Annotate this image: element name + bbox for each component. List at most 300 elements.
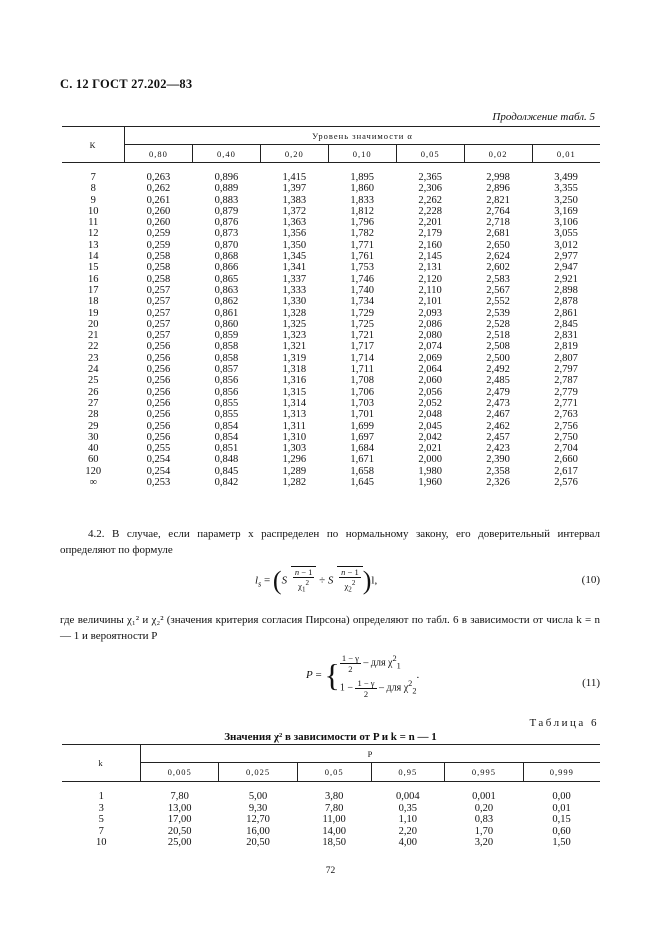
table-cell: 2,086 [418,318,442,330]
row-k-value: 7 [98,825,104,837]
table-cell: 1,350 [282,239,307,251]
table-cell: 2,462 [486,420,510,432]
table-cell: 2,508 [486,341,510,353]
table-cell: 2,021 [418,443,442,455]
table-cell: 2,074 [418,341,442,353]
table-row [62,183,600,194]
table-cell: 1,328 [282,307,307,319]
table-cell: 3,169 [554,205,578,217]
table-row [62,803,600,815]
table-cell: 1,70 [474,825,494,837]
table-cell: 2,052 [418,397,442,409]
table-row [62,421,600,432]
row-k-value: 25 [88,375,99,387]
table-cell: 1,645 [350,477,375,489]
table-6 [62,744,600,849]
table-row [62,330,600,341]
table6-column-header: 0,025 [219,763,297,782]
table-cell: 0,258 [146,273,171,285]
row-k-value: 30 [88,431,99,443]
table-cell: 3,20 [474,837,494,848]
table-cell: 25,00 [167,837,192,848]
table-row [62,432,600,443]
table-row [62,274,600,285]
row-k-value: 28 [88,409,99,421]
row-k-value: 3 [98,802,104,814]
table-cell: 1,960 [418,477,442,489]
table-cell: 2,131 [418,262,442,274]
table-cell: 2,457 [486,431,510,443]
table-cell: 2,262 [418,194,442,206]
table-cell: 0,20 [474,802,494,814]
table-cell: 2,056 [418,386,442,398]
table-cell: 1,316 [282,375,307,387]
table-cell: 0,896 [214,172,239,183]
table-row [62,195,600,206]
table-cell: 1,703 [350,397,375,409]
table-cell: 1,415 [282,172,307,183]
row-k-value: 5 [98,814,104,825]
table-cell: 1,706 [350,386,375,398]
table-cell: 18,50 [322,837,346,848]
table-cell: 2,756 [554,420,578,432]
table-cell: 1,833 [350,194,375,206]
row-k-value: 7 [90,172,96,183]
table-cell: 0,848 [214,454,239,466]
table-cell: 2,120 [418,273,442,285]
table-5 [62,126,600,488]
row-k-value: 27 [88,397,99,409]
table-cell: 2,423 [486,443,510,455]
table-cell: 2,779 [554,386,578,398]
table-cell: 2,583 [486,273,510,285]
table-cell: 1,860 [350,183,375,195]
row-k-value: 29 [88,420,99,432]
table-cell: 1,296 [282,454,307,466]
table-cell: 2,681 [486,228,510,240]
table-cell: 2,819 [554,341,578,353]
table-cell: 0,862 [214,296,239,308]
table-cell: 1,701 [350,409,375,421]
table-cell: 4,00 [398,837,418,848]
table-cell: 0,35 [398,802,418,814]
table-row [62,409,600,420]
table-cell: 9,30 [248,802,268,814]
table-cell: 1,699 [350,420,375,432]
table-cell: 0,856 [214,375,239,387]
table-cell: 2,617 [554,465,578,477]
table-cell: 0,257 [146,296,171,308]
table-cell: 1,684 [350,443,375,455]
table-row [62,285,600,296]
table-cell: 2,064 [418,364,442,376]
table-row [62,454,600,465]
table-cell: 2,807 [554,352,578,364]
table-cell: 0,865 [214,273,239,285]
table-cell: 0,868 [214,251,239,263]
table-cell: 2,000 [418,454,442,466]
table-cell: 2,771 [554,397,578,409]
table-cell: 2,080 [418,330,442,342]
table-cell: 1,895 [350,172,375,183]
table-cell: 2,179 [418,228,442,240]
table-cell: 1,753 [350,262,375,274]
table-cell: 1,761 [350,251,375,263]
paragraph-chi-values [60,612,600,644]
table-cell: 2,831 [554,330,578,342]
row-k-value: 13 [88,239,99,251]
table-row [62,206,600,217]
table-cell: 0,256 [146,364,171,376]
table-cell: 0,01 [552,802,571,814]
table-cell: 1,318 [282,364,307,376]
table-cell: 2,845 [554,318,578,330]
table-cell: 1,363 [282,217,307,229]
table-cell: 1,383 [282,194,307,206]
table-cell: 1,50 [552,837,571,848]
table-cell: 13,00 [167,802,192,814]
table-cell: 0,256 [146,341,171,353]
table-cell: 1,658 [350,465,375,477]
table-cell: 0,001 [472,791,496,802]
table-cell: 2,358 [486,465,510,477]
table-cell: 1,289 [282,465,307,477]
table-row [62,172,600,183]
table5-column-header: 0,05 [396,145,464,163]
table-cell: 2,306 [418,183,442,195]
table-cell: 11,00 [322,814,346,825]
table-cell: 2,947 [554,262,578,274]
row-k-value: 9 [90,194,96,206]
table-cell: 0,004 [396,791,420,802]
table-cell: 0,260 [146,205,171,217]
table-cell: 1,345 [282,251,307,263]
table-row [62,387,600,398]
table-cell: 0,863 [214,284,239,296]
table-row [62,826,600,838]
table-cell: 2,042 [418,431,442,443]
table-cell: 2,045 [418,420,442,432]
table-row [62,228,600,239]
table-cell: 0,855 [214,397,239,409]
table-cell: 2,797 [554,364,578,376]
table5-column-header: 0,40 [192,145,260,163]
table-cell: 1,714 [350,352,375,364]
row-k-value: 8 [90,183,96,195]
table-cell: 1,310 [282,431,307,443]
row-k-value: 26 [88,386,99,398]
table-cell: 2,518 [486,330,510,342]
table-cell: 2,145 [418,251,442,263]
table-row [62,466,600,477]
table-cell: 1,321 [282,341,307,353]
table-cell: 1,319 [282,352,307,364]
table-cell: 16,00 [246,825,270,837]
table-cell: 1,10 [398,814,418,825]
table-cell: 2,650 [486,239,510,251]
table-row [62,296,600,307]
t6-group-header: P [141,745,601,763]
table-cell: 2,069 [418,352,442,364]
table-cell: 1,782 [350,228,375,240]
table-row [62,319,600,330]
equation-number-10: (10) [581,574,600,586]
table-row [62,443,600,454]
table-cell: 2,998 [486,172,510,183]
table-row [62,353,600,364]
table-row [62,341,600,352]
table-cell: 0,258 [146,262,171,274]
table-cell: 1,337 [282,273,307,285]
table-cell: 0,842 [214,477,239,489]
table-cell: 0,260 [146,217,171,229]
table-cell: 0,859 [214,330,239,342]
table5-column-header: 0,01 [532,145,600,163]
table-cell: 0,866 [214,262,239,274]
table-row [62,308,600,319]
table-cell: 3,355 [554,183,578,195]
table-cell: 0,259 [146,239,171,251]
table-row [62,251,600,262]
table-cell: 0,253 [146,477,171,489]
table-cell: 2,878 [554,296,578,308]
table-cell: 0,858 [214,352,239,364]
table-cell: 1,746 [350,273,375,285]
table-cell: 0,854 [214,431,239,443]
table5-column-header: 0,02 [464,145,532,163]
table-cell: 2,160 [418,239,442,251]
table-cell: 2,228 [418,205,442,217]
table-row [62,217,600,228]
table-cell: 2,539 [486,307,510,319]
table-cell: 0,255 [146,443,171,455]
table-cell: 3,055 [554,228,578,240]
table-cell: 2,718 [486,217,510,229]
table-cell: 2,624 [486,251,510,263]
paragraph-chi-values-text: где величины χ₁² и χ₂² (значения критерия согласия Пирсона) определяют по табл. 6 в зависимости от числа k = n — 1 и вероятности P [60,614,600,642]
table6-column-header: 0,999 [523,763,600,782]
table6-column-header: 0,995 [445,763,523,782]
table6-column-header: 0,95 [371,763,445,782]
row-k-value: 20 [88,318,99,330]
table-cell: 1,734 [350,296,375,308]
row-k-value: 15 [88,262,99,274]
row-k-value: 60 [88,454,99,466]
table-cell: 0,262 [146,183,171,195]
table-cell: 2,485 [486,375,510,387]
table-cell: 0,858 [214,341,239,353]
table-cell: 1,333 [282,284,307,296]
table-cell: 0,857 [214,364,239,376]
table-cell: 1,311 [282,420,306,432]
table6-column-header: 0,05 [297,763,371,782]
table-cell: 20,50 [167,825,192,837]
table-cell: 2,861 [554,307,578,319]
table5-column-header: 0,20 [260,145,328,163]
table-cell: 2,048 [418,409,442,421]
table-cell: 0,879 [214,205,239,217]
table-cell: 0,256 [146,409,171,421]
table-row [62,837,600,849]
table-cell: 1,372 [282,205,307,217]
table-cell: 2,093 [418,307,442,319]
table-cell: 1,796 [350,217,375,229]
table-cell: 2,467 [486,409,510,421]
table-cell: 2,479 [486,386,510,398]
equation-number-11: (11) [582,677,600,689]
table-cell: 2,576 [554,477,578,489]
row-k-value: 17 [88,284,99,296]
row-k-value: 11 [88,217,99,229]
table-cell: 2,201 [418,217,442,229]
table-row [62,364,600,375]
table-cell: 0,254 [146,465,171,477]
row-k-value: 10 [88,205,99,217]
table-6-title: Значения χ² в зависимости от P и k = n — 1 [224,731,437,743]
table-row [62,477,600,488]
table-cell: 2,101 [418,296,442,308]
table-cell: 0,845 [214,465,239,477]
table-cell: 3,012 [554,239,578,251]
table-cell: 1,708 [350,375,375,387]
table-cell: 1,717 [350,341,375,353]
row-k-value: 120 [85,465,102,477]
table-cell: 2,750 [554,431,578,443]
row-k-value: 14 [88,251,99,263]
table-cell: 1,771 [350,239,375,251]
eq11-case1: – для χ [360,657,393,669]
table-cell: 2,763 [554,409,578,421]
table-cell: 0,876 [214,217,239,229]
t6-k-header: k [62,745,141,782]
row-k-value: 10 [96,837,107,848]
table-cell: 1,330 [282,296,307,308]
table-cell: 14,00 [322,825,346,837]
table-cell: 1,671 [350,454,375,466]
table-cell: 1,812 [350,205,375,217]
table-cell: 0,851 [214,443,239,455]
table5-column-header: 0,80 [125,145,193,163]
table-cell: 1,313 [282,409,307,421]
table-cell: 1,341 [282,262,307,274]
table-cell: 5,00 [248,791,268,802]
table-cell: 2,492 [486,364,510,376]
table-6-caption: Таблица 6 [529,717,599,729]
table-cell: 0,256 [146,386,171,398]
table-cell: 1,729 [350,307,375,319]
formula-10: $l_s = (S$ $\frac{n - 1}{\chi_1^2}$ ÷ S $\frac{n - 1}{\chi_2^2}$ )l, [255,565,378,595]
table-continuation-label: Продолжение табл. 5 [492,111,595,123]
table-cell: 7,80 [170,791,189,802]
table-cell: 0,854 [214,420,239,432]
table-cell: 20,50 [246,837,270,848]
table-row [62,791,600,803]
table-cell: 2,326 [486,477,510,489]
table-cell: 3,106 [554,217,578,229]
table-cell: 0,257 [146,318,171,330]
row-k-value: 18 [88,296,99,308]
table-cell: 0,257 [146,307,171,319]
eq11-case2: – для χ [376,682,409,694]
table-cell: 0,257 [146,330,171,342]
row-k-value: 24 [88,364,99,376]
table-cell: 0,856 [214,386,239,398]
table-cell: 1,325 [282,318,307,330]
page-number: 72 [325,866,336,876]
table-cell: 0,256 [146,397,171,409]
table-cell: 2,977 [554,251,578,263]
table-cell: 2,660 [554,454,578,466]
row-k-value: 1 [98,791,104,802]
table-cell: 3,80 [324,791,344,802]
table-cell: 2,473 [486,397,510,409]
table-cell: 2,110 [418,284,442,296]
paragraph-4-2 [60,526,600,558]
table-cell: 2,602 [486,262,510,274]
table-cell: 0,861 [214,307,239,319]
table-cell: 1,282 [282,477,307,489]
table-cell: 0,254 [146,454,171,466]
table-cell: 12,70 [246,814,270,825]
table-cell: 0,256 [146,352,171,364]
table6-column-header: 0,005 [141,763,219,782]
row-k-value: 16 [88,273,99,285]
table-row [62,240,600,251]
table5-column-header: 0,10 [328,145,396,163]
paragraph-4-2-text: 4.2. В случае, если параметр x распределен по нормальному закону, его доверительный интервал определяют по формуле [60,528,600,556]
t5-k-header: К [62,127,125,163]
row-k-value: 19 [88,307,99,319]
table-cell: 1,711 [350,364,374,376]
table-cell: 7,80 [324,802,344,814]
table-row [62,375,600,386]
table-cell: 2,500 [486,352,510,364]
table-cell: 0,873 [214,228,239,240]
table-cell: 2,704 [554,443,578,455]
table-cell: 1,356 [282,228,307,240]
table-cell: 1,697 [350,431,375,443]
table-cell: 2,552 [486,296,510,308]
table-cell: 2,365 [418,172,442,183]
table-cell: 0,256 [146,375,171,387]
table-cell: 2,787 [554,375,578,387]
table-cell: 0,60 [552,825,571,837]
table-cell: 0,259 [146,228,171,240]
table-cell: 0,855 [214,409,239,421]
table-cell: 0,83 [474,814,494,825]
row-k-value: ∞ [89,477,97,489]
table-cell: 0,257 [146,284,171,296]
table-cell: 0,256 [146,420,171,432]
row-k-value: 22 [88,341,99,353]
table-cell: 2,898 [554,284,578,296]
table-cell: 0,15 [552,814,571,825]
table-row [62,398,600,409]
table-row [62,814,600,826]
table-cell: 0,883 [214,194,239,206]
table-cell: 2,567 [486,284,510,296]
table-cell: 2,821 [486,194,510,206]
table-cell: 2,20 [398,825,418,837]
table-cell: 0,263 [146,172,171,183]
t5-group-header: Уровень значимости α [125,127,601,145]
table-cell: 0,258 [146,251,171,263]
table-cell: 2,764 [486,205,510,217]
table-cell: 2,528 [486,318,510,330]
page-header: С. 12 ГОСТ 27.202—83 [60,77,193,91]
table-cell: 1,980 [418,465,442,477]
table-cell: 3,250 [554,194,578,206]
